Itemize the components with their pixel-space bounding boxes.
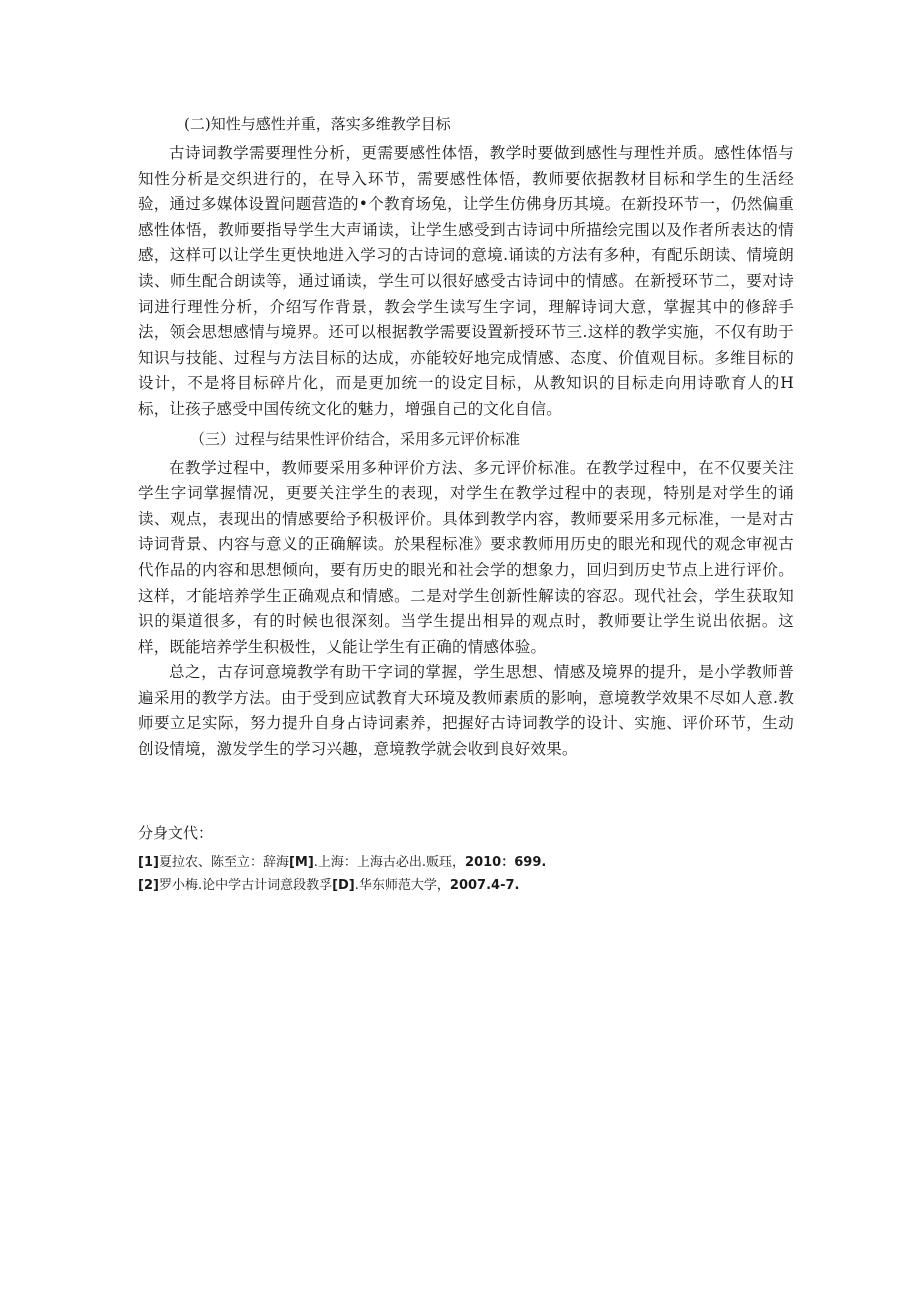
- reference-body: 罗小梅.论中学古计词意段教孚: [158, 877, 333, 893]
- section-heading-3: （三）过程与结果性评价结合，采用多元评价标准: [190, 429, 521, 448]
- document-page: [138, 108, 794, 897]
- reference-number: [2]: [138, 877, 159, 893]
- reference-item: [138, 851, 794, 874]
- reference-year: 2010：699.: [465, 854, 547, 870]
- section-2-paragraph: 古诗词教学需要理性分析，更需要感性体悟，教学时要做到感性与理性并质。感性体悟与知性分析是交织进行的，在导入环节，需要感性体悟，教师要依据教材目标和学生的生活经验，通过多媒体设置问题营造的•个教育场兔，让学生仿佛身历其境。在新投环节一，仍然偏重感性体悟，教师要指导学生大声诵读，让学生感受到古诗词中所描绘完围以及作者所表达的情感，这样可以让学生更快地进入学习的古诗词的意境.诵读的方法有多种，有配乐朗读、情境朗读、师生配合朗读等，通过诵读，学生可以很好感受古诗词中的情感。在新授环节二，要对诗词进行理性分析，介绍写作背景，教会学生读写生字词，理解诗词大意，掌握其中的修辞手法，领会思想感情与境界。还可以根据教学需要设置新授环节三.这样的教学实施，不仅有助于知识与技能、过程与方法目标的达成，亦能较好地完成情感、态度、价值观目标。多维目标的设计，不是将目标碎片化，而是更加统一的设定目标，从教知识的目标走向用诗歌育人的H标，让孩子感受中国传统文化的魅力，增强自己的文化自信。: [138, 144, 794, 418]
- section-3-paragraph: 在教学过程中，教师要采用多种评价方法、多元评价标准。在教学过程中，在不仅要关注学生字词掌握情况，更要关注学生的表现，对学生在教学过程中的表现，特别是对学生的诵读、观点，表现出的情感要给予积极评价。具体到教学内容，教师要采用多元标准，一是对古诗词背景、内容与意义的正确解读。於果程标准》要求教师用历史的眼光和现代的观念审视古代作品的内容和思想倾向，要有历史的眼光和社会学的想象力，回归到历史节点上进行评价。这样，才能培养学生正确观点和情感。二是对学生创新性解读的容忍。现代社会，学生获取知识的渠道很多，有的时候也很深刻。当学生提出相异的观点时，教师要让学生说出依据。这样，既能培养学生积极性，乂能让学生有正确的情感体验。: [138, 458, 794, 656]
- conclusion-paragraph: 总之，古存诃意境教学有助干字词的掌握，学生思想、情感及境界的提升，是小学教师普遍采用的教学方法。由于受到应试教育大环境及教师素质的影响，意境教学效果不尽如人意.教师要立足实际，努力提升自身占诗词素养，把握好古诗词教学的设计、实施、评价环节，生动创设情境，激发学生的学习兴趣，意境教学就会收到良好效果。: [138, 663, 794, 759]
- spacer: [138, 763, 794, 821]
- reference-number: [1]: [138, 854, 159, 870]
- reference-year: 2007.4-7.: [449, 877, 520, 893]
- reference-type-tag: [D]: [332, 877, 355, 893]
- reference-body: 夏拉农、陈至立：辞海: [158, 854, 289, 870]
- section-heading-2: (二)知性与感性并重，落实多维教学目标: [184, 115, 451, 133]
- reference-publisher: .华东师范大学，: [354, 877, 450, 893]
- reference-item: [138, 874, 794, 897]
- reference-type-tag: [M]: [288, 854, 314, 870]
- references-title: 分身文代：: [138, 823, 214, 842]
- reference-publisher: .上海：上海古必出.贩珏，: [313, 854, 466, 870]
